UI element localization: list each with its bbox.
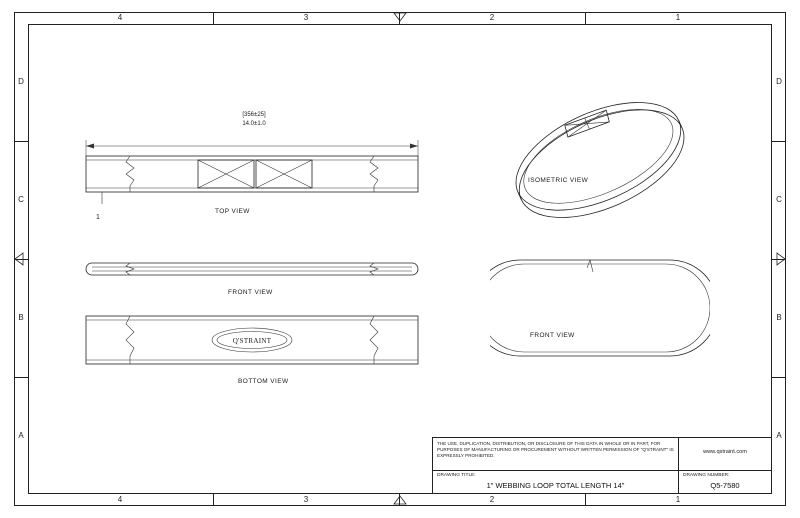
zone-label-top-4: 4 [117,13,123,22]
drawing-title-cell [433,471,679,493]
drawing-title-value: 1" WEBBING LOOP TOTAL LENGTH 14" [486,481,625,490]
zone-tick-bottom-3 [585,494,586,506]
zone-label-right-b: B [776,313,782,322]
center-mark-left [12,251,26,267]
zone-tick-right-1 [772,141,786,142]
drawing-title-caption: DRAWING TITLE: [437,473,476,478]
zone-label-right-a: A [776,431,782,440]
dimension-metric: [356±25] [242,112,266,118]
zone-label-top-1: 1 [675,13,681,22]
zone-tick-right-3 [772,377,786,378]
drawing-number-cell [679,471,771,493]
isometric-view-label: ISOMETRIC VIEW [528,177,589,184]
zone-label-bottom-2: 2 [489,495,495,504]
isometric-view-drawing [470,90,730,230]
zone-label-left-a: A [18,431,24,440]
brand-logo-text: Q'STRAINT [232,337,272,345]
balloon-label-1: 1 [96,214,101,221]
zone-tick-left-3 [14,377,28,378]
zone-label-bottom-3: 3 [303,495,309,504]
zone-label-left-c: C [18,195,24,204]
drawing-number-value: Q5-7580 [710,481,740,490]
zone-label-top-3: 3 [303,13,309,22]
center-mark-right [774,251,788,267]
center-mark-top [392,11,408,25]
front-view-right-drawing [490,248,710,378]
front-view-label: FRONT VIEW [228,289,273,296]
zone-label-bottom-1: 1 [675,495,681,504]
title-block [432,437,772,494]
title-block-row-bottom [433,471,771,493]
zone-tick-bottom-1 [213,494,214,506]
zone-label-right-d: D [776,77,782,86]
zone-label-left-d: D [18,77,24,86]
center-mark-bottom [392,493,408,507]
zone-tick-left-1 [14,141,28,142]
company-website: www.qstraint.com [703,449,747,455]
zone-label-top-2: 2 [489,13,495,22]
zone-label-right-c: C [776,195,782,204]
legal-disclaimer-text: THE USE, DUPLICATION, DISTRIBUTION, OR DISCLOSURE OF THIS DATA IN WHOLE OR IN PART, FOR PURPOSES OF MANUFACTURING OR PROCUREMENT WITHOUT WRITTEN PERMISSION OF "Q'STRAINT" IS EXPRESSLY PROHIBITED. [433,438,679,470]
zone-label-bottom-4: 4 [117,495,123,504]
zone-tick-top-1 [213,12,214,24]
dimension-imperial: 14.0±1.0 [242,121,266,127]
title-block-row-top [433,438,771,471]
front-view-right-label: FRONT VIEW [530,332,575,339]
top-view-label: TOP VIEW [215,208,250,215]
zone-tick-top-3 [585,12,586,24]
zone-label-left-b: B [18,313,24,322]
bottom-view-label: BOTTOM VIEW [238,378,289,385]
drawing-number-caption: DRAWING NUMBER: [683,473,730,478]
